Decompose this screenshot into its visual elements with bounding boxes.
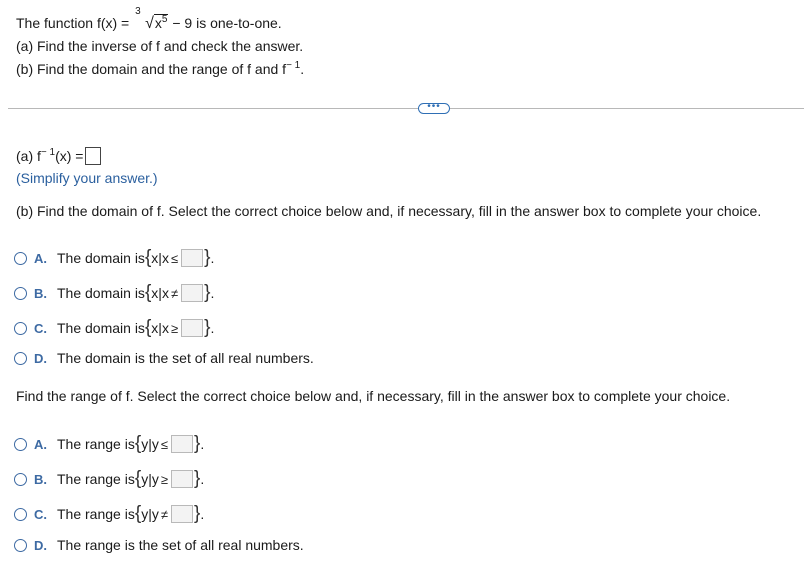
set-variable: x: [151, 285, 159, 301]
set-variable: y: [141, 506, 149, 522]
set-bar: |: [158, 320, 162, 336]
domain-choice-c[interactable]: [14, 318, 214, 338]
set-variable: y: [141, 471, 149, 487]
radio-button[interactable]: [14, 352, 27, 365]
set-variable: x: [161, 285, 169, 301]
radicand-exponent: 5: [161, 14, 168, 25]
open-brace: {: [134, 503, 142, 524]
close-brace: }: [204, 247, 211, 268]
range-choice-b[interactable]: [14, 469, 204, 489]
period: .: [200, 471, 205, 487]
range-a-input[interactable]: [171, 435, 193, 453]
open-brace: {: [144, 317, 152, 338]
set-variable: y: [141, 436, 149, 452]
range-instruction: Find the range of f. Select the correct choice below and, if necessary, fill in the answer box to complete your choice.: [16, 388, 731, 404]
set-variable: x: [151, 250, 159, 266]
radio-button[interactable]: [14, 252, 27, 265]
period: .: [200, 506, 205, 522]
domain-choice-b[interactable]: [14, 283, 214, 303]
close-brace: }: [204, 317, 211, 338]
relation-symbol: ≤: [170, 250, 179, 266]
set-variable: x: [161, 250, 169, 266]
radical-index: 3: [135, 6, 141, 17]
close-brace: }: [193, 433, 201, 454]
range-choice-c[interactable]: [14, 504, 204, 524]
set-variable: x: [161, 320, 169, 336]
choice-text: The range is the set of all real numbers.: [57, 537, 304, 553]
choice-text: The range is: [57, 471, 135, 487]
domain-c-input[interactable]: [181, 319, 203, 337]
answer-a-row: [16, 147, 101, 165]
section-divider: [8, 108, 804, 109]
set-variable: x: [151, 320, 159, 336]
inverse-label: (a) f: [16, 148, 41, 164]
range-b-input[interactable]: [171, 470, 193, 488]
simplify-hint: (Simplify your answer.): [16, 170, 158, 186]
inverse-label-suffix: (x) =: [55, 148, 84, 164]
inverse-label-superscript: − 1: [40, 147, 56, 158]
open-brace: {: [144, 247, 152, 268]
question-part-a: (a) Find the inverse of f and check the answer.: [16, 38, 304, 54]
choice-letter: B.: [34, 285, 47, 301]
domain-b-input[interactable]: [181, 284, 203, 302]
domain-choice-a[interactable]: [14, 248, 214, 268]
radicand: [154, 14, 169, 31]
period: .: [210, 320, 215, 336]
set-variable: y: [151, 436, 159, 452]
choice-letter: A.: [34, 436, 47, 452]
cube-root-expression: [135, 6, 168, 33]
set-bar: |: [148, 506, 152, 522]
relation-symbol: ≠: [160, 506, 168, 522]
domain-a-input[interactable]: [181, 249, 203, 267]
radio-button[interactable]: [14, 322, 27, 335]
range-c-input[interactable]: [171, 505, 193, 523]
question-suffix: is one-to-one.: [192, 15, 282, 31]
set-variable: y: [151, 471, 159, 487]
choice-text: The domain is the set of all real numbers.: [57, 350, 314, 366]
radio-button[interactable]: [14, 438, 27, 451]
choice-text: The domain is: [57, 320, 145, 336]
range-choice-a[interactable]: [14, 434, 204, 454]
choice-letter: C.: [34, 506, 47, 522]
radio-button[interactable]: [14, 508, 27, 521]
choice-letter: B.: [34, 471, 47, 487]
period: .: [210, 285, 215, 301]
inverse-answer-input[interactable]: [85, 147, 101, 165]
domain-instruction: (b) Find the domain of f. Select the correct choice below and, if necessary, fill in the answer box to complete your choice.: [16, 203, 762, 219]
set-bar: |: [158, 250, 162, 266]
choice-text: The domain is: [57, 250, 145, 266]
radicand-base: x: [154, 15, 162, 31]
set-bar: |: [158, 285, 162, 301]
question-part-b: [16, 61, 304, 77]
close-brace: }: [193, 468, 201, 489]
open-brace: {: [134, 433, 142, 454]
relation-symbol: ≥: [170, 320, 179, 336]
radio-button[interactable]: [14, 287, 27, 300]
choice-text: The domain is: [57, 285, 145, 301]
choice-letter: A.: [34, 250, 47, 266]
close-brace: }: [193, 503, 201, 524]
set-bar: |: [148, 471, 152, 487]
choice-letter: D.: [34, 350, 47, 366]
minus-constant: − 9: [168, 15, 193, 31]
period: .: [210, 250, 215, 266]
period: .: [200, 436, 205, 452]
part-b-period: .: [300, 61, 305, 77]
relation-symbol: ≠: [170, 285, 179, 301]
part-b-text: (b) Find the domain and the range of f and f: [16, 61, 287, 77]
inverse-superscript: − 1: [286, 60, 301, 71]
question-intro: The function f(x) =: [16, 15, 134, 31]
choice-text: The range is: [57, 436, 135, 452]
question-line-1: [16, 6, 282, 33]
choice-text: The range is: [57, 506, 135, 522]
choice-letter: C.: [34, 320, 47, 336]
choice-letter: D.: [34, 537, 47, 553]
range-choice-d[interactable]: [14, 535, 304, 555]
radio-button[interactable]: [14, 473, 27, 486]
open-brace: {: [144, 282, 152, 303]
open-brace: {: [134, 468, 142, 489]
relation-symbol: ≥: [160, 471, 168, 487]
radio-button[interactable]: [14, 539, 27, 552]
set-variable: y: [151, 506, 159, 522]
more-options-button[interactable]: •••: [418, 103, 450, 114]
relation-symbol: ≤: [160, 436, 168, 452]
set-bar: |: [148, 436, 152, 452]
radical-sign: √: [145, 15, 154, 32]
domain-choice-d[interactable]: [14, 348, 314, 368]
close-brace: }: [204, 282, 211, 303]
